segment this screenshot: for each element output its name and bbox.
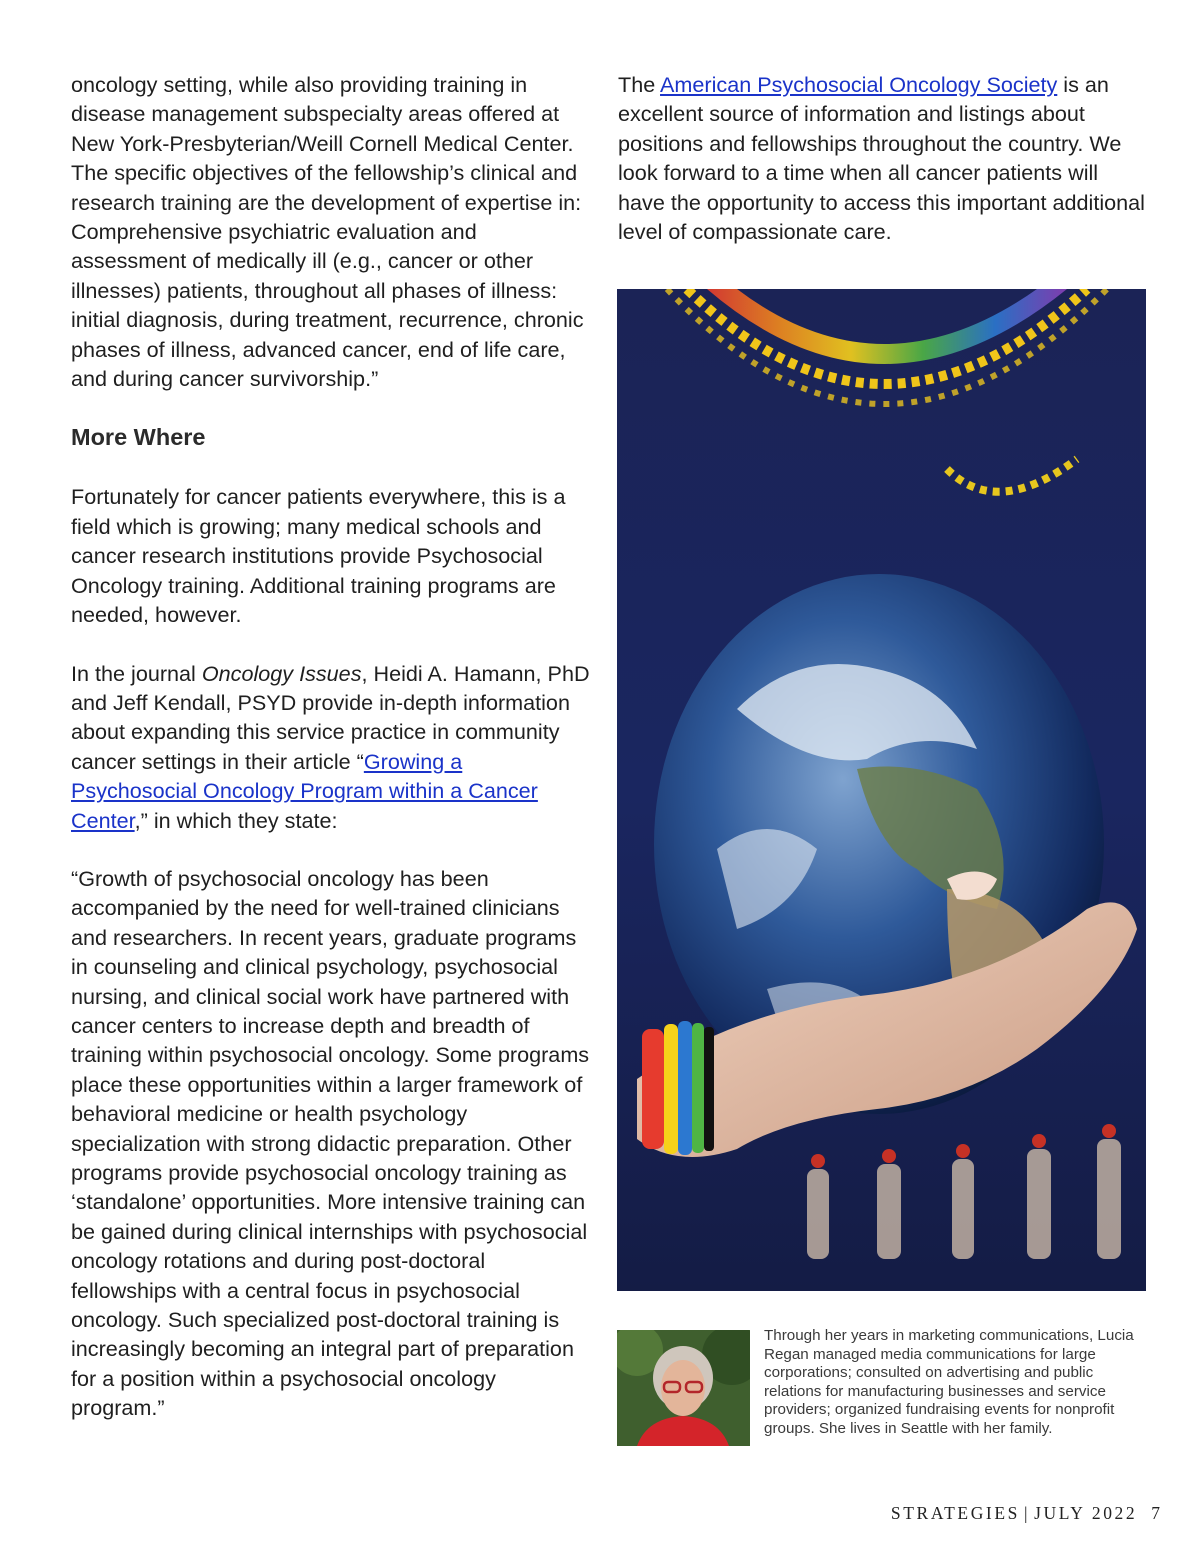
body-paragraph <box>618 70 1148 246</box>
body-paragraph: oncology setting, while also providing training in disease management subspecialty areas offered at New York-Presbyterian/Weill Cornell Medical Center. The specific objectives of the fellowship’s clinical and research training are the development of expertise in: Comprehensive psychiatric evaluation and assessment of medically ill (e.g., cancer or other illnesses) patients, throughout all phases of illness: initial diagnosis, during treatment, recurrence, chronic phases of illness, advanced cancer, end of life care, and during cancer survivorship.” <box>71 72 584 392</box>
article-link[interactable]: Growing a Psychosocial Oncology Program within a Cancer Center <box>71 748 538 833</box>
issue-date: JULY 2022 <box>1034 1503 1138 1523</box>
author-bio: Through her years in marketing communications, Lucia Regan managed media communications for large corporations; consulted on advertising and public relations for manufacturing businesses and service providers; organized fundraising events for nonprofit groups. She lives in Seattle with her family. <box>764 1327 1134 1437</box>
author-portrait-photo <box>617 1330 750 1446</box>
journal-title: Oncology Issues <box>201 660 362 686</box>
publication-name: STRATEGIES <box>890 1503 1020 1523</box>
quote-paragraph: “Growth of psychosocial oncology has been accompanied by the need for well-trained clinicians and researchers. In recent years, graduate programs in counseling and clinical psychology, psychosocial nursing, and clinical social work have partnered with cancer centers to increase depth and breadth of training within psychosocial oncology. Some programs place these opportunities within a larger framework of behavioral medicine or health psychology specialization with strong didactic preparation. Other programs provide psychosocial oncology training as ‘standalone’ opportunities. More intensive training can be gained during clinical internships with psychosocial oncology rotations and during post-doctoral fellowships with a central focus in psychosocial oncology. Such specialized post-doctoral training is increasingly becoming an integral part of preparation for a position within a psychosocial oncology program.” <box>71 865 590 1421</box>
left-column <box>71 70 591 1423</box>
section-heading: More Where <box>71 424 206 451</box>
text-span: In the journal <box>71 660 202 686</box>
right-column <box>618 70 1148 246</box>
text-span: ,” in which they state: <box>134 807 338 833</box>
page-footer <box>891 1503 1160 1524</box>
page-number: 7 <box>1151 1503 1160 1523</box>
society-link[interactable]: American Psychosocial Oncology Society <box>660 72 1058 97</box>
body-paragraph <box>71 659 591 835</box>
footer-separator: | <box>1023 1503 1031 1523</box>
text-span: , Heidi A. Hamann, PhD and Jeff Kendall, PSYD provide in-depth information about expanding this service practice in community cancer settings in their article “ <box>71 660 590 774</box>
body-paragraph: Fortunately for cancer patients everywhere, this is a field which is growing; many medical schools and cancer research institutions provide Psychosocial Oncology training. Additional training programs are needed, however. <box>71 484 566 628</box>
globe-in-hands-photo <box>617 289 1146 1291</box>
text-span: is an excellent source of information and listings about positions and fellowships throughout the country. We look forward to a time when all cancer patients will have the opportunity to access this important additional level of compassionate care. <box>618 72 1145 245</box>
text-span: The <box>618 72 661 97</box>
